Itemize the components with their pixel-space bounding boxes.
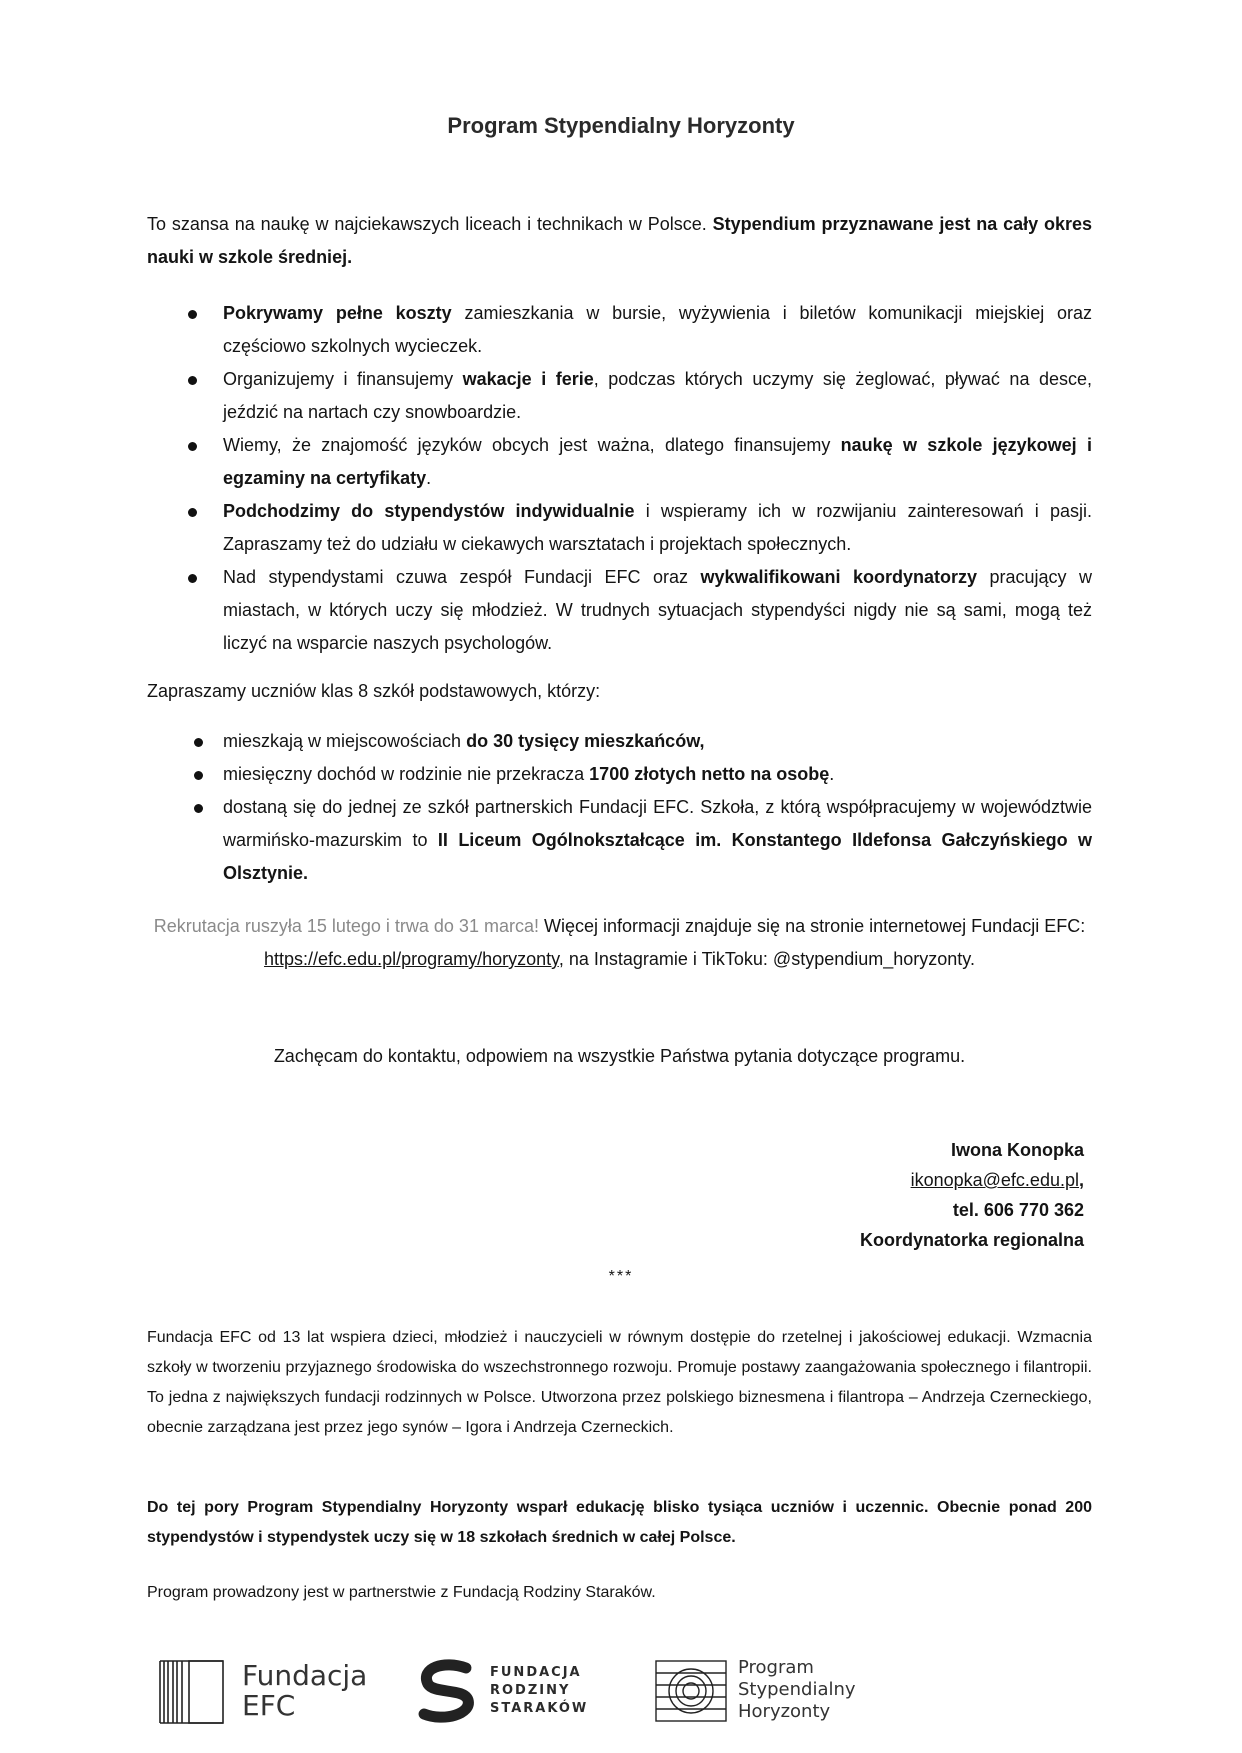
benefit-text: , podczas których uczymy się żeglować, pływać na desce, jeździć na nartach czy snowboardzie. bbox=[223, 369, 1093, 422]
criteria-item bbox=[147, 758, 1092, 791]
bullet-icon bbox=[188, 442, 197, 451]
benefit-text: Nad stypendystami czuwa zespół Fundacji EFC oraz bbox=[223, 567, 701, 587]
criteria-list bbox=[147, 725, 1092, 890]
efc-mark-icon bbox=[156, 1655, 228, 1727]
document-title: Program Stypendialny Horyzonty bbox=[447, 113, 795, 138]
partnership-paragraph: Program prowadzony jest w partnerstwie z Fundacją Rodziny Staraków. bbox=[147, 1584, 656, 1601]
starak-logo bbox=[414, 1655, 614, 1727]
bullet-icon bbox=[194, 738, 203, 747]
benefit-text: i wspieramy ich w rozwijaniu zainteresowań i pasji. Zapraszamy też do udziału w ciekawych warsztatach i projektach społecznych. bbox=[223, 501, 1092, 554]
criteria-text: mieszkają w miejscowościach bbox=[223, 731, 467, 751]
recruitment-text: Więcej informacji znajduje się na stronie internetowej Fundacji EFC: bbox=[538, 916, 1086, 936]
benefit-text: Organizujemy i finansujemy bbox=[223, 369, 463, 389]
benefit-bold: Pokrywamy pełne koszty bbox=[223, 303, 452, 323]
about-paragraph: Fundacja EFC od 13 lat wspiera dzieci, młodzież i nauczycieli w równym dostępie do rzetelnej i jakościowej edukacji. Wzmacnia szkoły w tworzeniu przyjaznego środowiska do wszechstronnego rozwoju. Promuje postawy zaangażowania społecznego i filantropii. To jedna z największych fundacji rodzinnych w Polsce. Utworzona przez polskiego biznesmena i filantropa – Andrzeja Czerneckiego, obecnie zarządzana jest przez jego synów – Igora i Andrzeja Czerneckich. bbox=[147, 1329, 1092, 1436]
horyzonty-logo-line1: Program bbox=[738, 1657, 814, 1678]
section-separator: *** bbox=[608, 1268, 634, 1285]
recruitment-dates: Rekrutacja ruszyła 15 lutego i trwa do 31 marca! bbox=[153, 916, 539, 936]
efc-logo-line2: EFC bbox=[242, 1689, 296, 1722]
intro-text: To szansa na naukę w najciekawszych liceach i technikach w Polsce. bbox=[147, 214, 713, 234]
criteria-text: . bbox=[829, 764, 835, 784]
benefit-item bbox=[147, 363, 1092, 429]
bullet-icon bbox=[188, 574, 197, 583]
criteria-bold: II Liceum Ogólnokształcące im. Konstantego Ildefonsa Gałczyńskiego w Olsztynie. bbox=[223, 830, 1093, 883]
benefit-item bbox=[147, 561, 1092, 660]
recruitment-text-2: , na Instagramie i TikToku: @stypendium_horyzonty. bbox=[558, 949, 975, 969]
horyzonty-logo-line2: Stypendialny bbox=[738, 1679, 856, 1700]
efc-logo-line1: Fundacja bbox=[242, 1659, 368, 1692]
starak-s-mark-icon bbox=[414, 1658, 480, 1724]
criteria-text: dostaną się do jednej ze szkół partnerskich Fundacji EFC. Szkoła, z którą współpracujemy w województwie warmińsko-mazurskim to bbox=[223, 797, 1092, 850]
recruitment-paragraph bbox=[147, 910, 1092, 976]
signature-email[interactable]: ikonopka@efc.edu.pl bbox=[910, 1170, 1079, 1190]
signature-email-suffix: , bbox=[1078, 1170, 1084, 1190]
benefit-text: Wiemy, że znajomość języków obcych jest ważna, dlatego finansujemy bbox=[223, 435, 841, 455]
criteria-bold: 1700 złotych netto na osobę bbox=[589, 764, 830, 784]
bullet-icon bbox=[194, 804, 203, 813]
criteria-item bbox=[147, 791, 1092, 890]
horyzonty-logo-line3: Horyzonty bbox=[738, 1701, 831, 1722]
signature-phone: tel. 606 770 362 bbox=[952, 1200, 1084, 1220]
benefit-text: pracujący w miastach, w których uczy się młodzież. W trudnych sytuacjach stypendyści nigdy nie są sami, mogą też liczyć na wsparcie naszych psychologów. bbox=[223, 567, 1092, 653]
criteria-item bbox=[147, 725, 1092, 758]
benefit-item bbox=[147, 297, 1092, 363]
bullet-icon bbox=[194, 771, 203, 780]
starak-logo-line2: RODZINY bbox=[490, 1683, 571, 1698]
program-link[interactable]: https://efc.edu.pl/programy/horyzonty bbox=[264, 949, 559, 969]
efc-logo bbox=[156, 1655, 366, 1727]
invite-text: Zapraszamy uczniów klas 8 szkół podstawowych, którzy: bbox=[147, 681, 601, 701]
benefit-item bbox=[147, 429, 1092, 495]
criteria-text: miesięczny dochód w rodzinie nie przekracza bbox=[223, 764, 590, 784]
horyzonty-logo bbox=[654, 1655, 884, 1727]
intro-paragraph bbox=[147, 208, 1092, 274]
contact-invite: Zachęcam do kontaktu, odpowiem na wszystkie Państwa pytania dotyczące programu. bbox=[273, 1046, 966, 1066]
benefit-text: zamieszkania w bursie, wyżywienia i biletów komunikacji miejskiej oraz częściowo szkolnych wycieczek. bbox=[223, 303, 1093, 356]
benefit-bold: naukę w szkole językowej i egzaminy na certyfikaty bbox=[223, 435, 1092, 488]
criteria-bold: do 30 tysięcy mieszkańców, bbox=[466, 731, 705, 751]
signature-name: Iwona Konopka bbox=[950, 1140, 1084, 1160]
bullet-icon bbox=[188, 376, 197, 385]
benefit-bold: Podchodzimy do stypendystów indywidualnie bbox=[223, 501, 635, 521]
benefit-bold: wakacje i ferie bbox=[462, 369, 594, 389]
impact-paragraph: Do tej pory Program Stypendialny Horyzonty wsparł edukację blisko tysiąca uczniów i uczennic. Obecnie ponad 200 stypendystów i stypendystek uczy się w 18 szkołach średnich w całej Polsce. bbox=[147, 1499, 1092, 1546]
benefit-bold: wykwalifikowani koordynatorzy bbox=[700, 567, 978, 587]
starak-logo-line3: STARAKÓW bbox=[490, 1701, 589, 1716]
signature-role: Koordynatorka regionalna bbox=[859, 1230, 1084, 1250]
starak-logo-line1: FUNDACJA bbox=[490, 1665, 582, 1680]
bullet-icon bbox=[188, 310, 197, 319]
benefits-list bbox=[147, 297, 1092, 660]
horyzonty-mark-icon bbox=[654, 1659, 728, 1725]
benefit-text: . bbox=[426, 468, 432, 488]
benefit-item bbox=[147, 495, 1092, 561]
intro-bold: Stypendium przyznawane jest na cały okres nauki w szkole średniej. bbox=[147, 214, 1093, 267]
signature-block bbox=[684, 1135, 1084, 1255]
bullet-icon bbox=[188, 508, 197, 517]
